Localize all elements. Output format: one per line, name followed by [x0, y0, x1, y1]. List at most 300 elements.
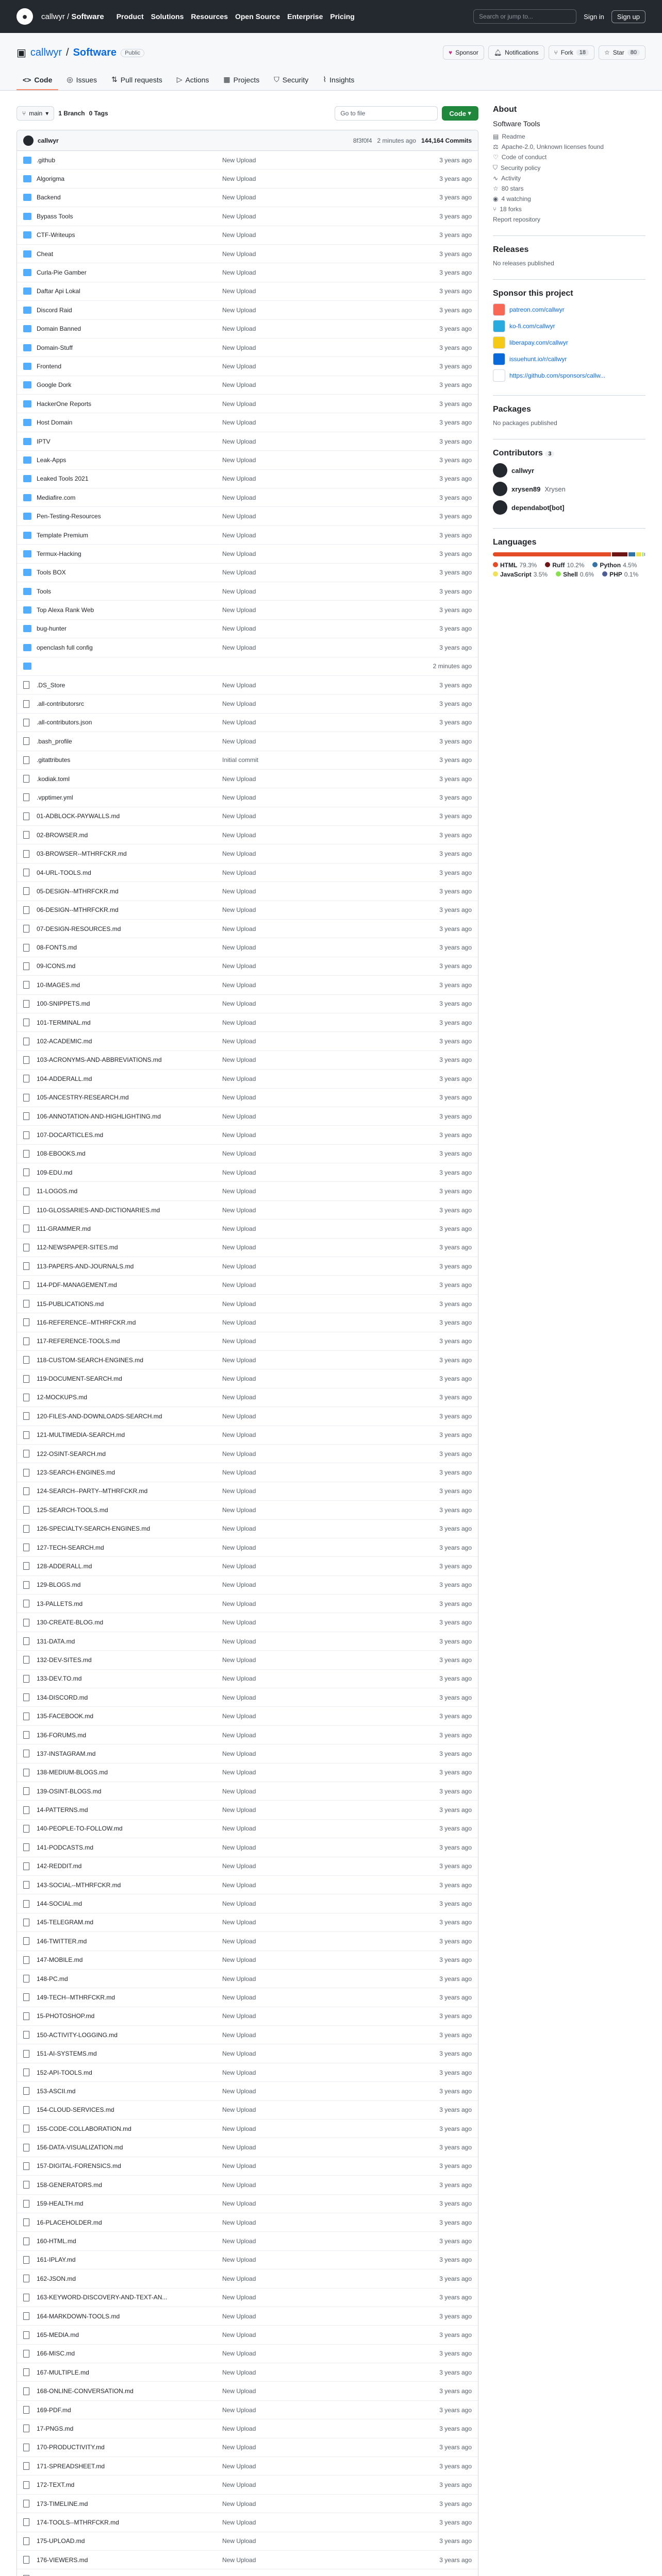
packages-title[interactable]: Packages — [493, 405, 531, 414]
commit-message-link[interactable]: New Upload — [222, 550, 256, 557]
table-row[interactable] — [17, 395, 478, 413]
file-name-link[interactable]: 154-CLOUD-SERVICES.md — [37, 2106, 114, 2114]
table-row[interactable] — [17, 2419, 478, 2438]
file-name-link[interactable]: 127-TECH-SEARCH.md — [37, 1544, 104, 1551]
table-row[interactable] — [17, 1239, 478, 1257]
table-row[interactable] — [17, 2044, 478, 2063]
file-name-link[interactable]: 140-PEOPLE-TO-FOLLOW.md — [37, 1825, 123, 1833]
branch-select[interactable] — [16, 106, 54, 121]
file-name-link[interactable]: 09-ICONS.md — [37, 962, 76, 970]
file-name-link[interactable]: 106-ANNOTATION-AND-HIGHLIGHTING.md — [37, 1112, 161, 1120]
table-row[interactable] — [17, 938, 478, 957]
commit-message-link[interactable]: New Upload — [222, 1281, 256, 1289]
language-item[interactable] — [602, 571, 638, 578]
table-row[interactable] — [17, 263, 478, 282]
file-name-link[interactable]: 137-INSTAGRAM.md — [37, 1750, 96, 1757]
file-name-link[interactable]: 126-SPECIALTY-SEARCH-ENGINES.md — [37, 1525, 151, 1533]
table-row[interactable] — [17, 301, 478, 319]
file-name-link[interactable]: 166-MISC.md — [37, 2350, 75, 2358]
table-row[interactable] — [17, 2569, 478, 2576]
table-row[interactable] — [17, 1313, 478, 1332]
commit-message-link[interactable]: New Upload — [222, 775, 256, 783]
fork-button[interactable] — [549, 45, 594, 60]
commit-message-link[interactable]: New Upload — [222, 2200, 256, 2208]
table-row[interactable] — [17, 151, 478, 170]
nav-resources[interactable]: Resources — [191, 12, 228, 21]
commit-message-link[interactable]: New Upload — [222, 1544, 256, 1551]
file-name-link[interactable]: 172-TEXT.md — [37, 2481, 75, 2489]
commit-message-link[interactable]: New Upload — [222, 1619, 256, 1626]
file-name-link[interactable]: 109-EDU.md — [37, 1168, 73, 1176]
repo-name-link[interactable]: Software — [73, 47, 117, 58]
file-name-link[interactable]: Mediafire.com — [37, 494, 76, 501]
table-row[interactable] — [17, 2438, 478, 2457]
file-name-link[interactable]: 141-PODCASTS.md — [37, 1843, 94, 1851]
table-row[interactable] — [17, 788, 478, 807]
contributor-item[interactable] — [493, 463, 646, 478]
commit-message-link[interactable]: New Upload — [222, 962, 256, 970]
file-name-link[interactable]: Algorigma — [37, 175, 65, 183]
commit-message-link[interactable]: New Upload — [222, 887, 256, 895]
nav-product[interactable]: Product — [116, 12, 144, 21]
commit-message-link[interactable]: New Upload — [222, 2256, 256, 2264]
file-name-link[interactable]: 10-IMAGES.md — [37, 981, 80, 989]
file-name-link[interactable]: 02-BROWSER.md — [37, 831, 88, 839]
file-name-link[interactable]: 134-DISCORD.md — [37, 1693, 88, 1701]
language-item[interactable] — [493, 571, 548, 578]
file-name-link[interactable]: 101-TERMINAL.md — [37, 1019, 91, 1026]
commit-message-link[interactable]: New Upload — [222, 269, 256, 277]
table-row[interactable] — [17, 1520, 478, 1538]
commit-message-link[interactable]: New Upload — [222, 2312, 256, 2320]
file-name-link[interactable]: Cheat — [37, 250, 54, 258]
file-name-link[interactable]: 105-ANCESTRY-RESEARCH.md — [37, 1094, 129, 1101]
table-row[interactable] — [17, 1257, 478, 1276]
file-name-link[interactable]: 147-MOBILE.md — [37, 1956, 83, 1964]
table-row[interactable] — [17, 1782, 478, 1801]
tab-projects[interactable] — [217, 70, 266, 90]
table-row[interactable] — [17, 657, 478, 676]
file-name-link[interactable]: .all-contributors.json — [37, 719, 92, 726]
table-row[interactable] — [17, 2307, 478, 2326]
file-name-link[interactable]: 130-CREATE-BLOG.md — [37, 1619, 104, 1626]
table-row[interactable] — [17, 2026, 478, 2044]
commit-message-link[interactable]: New Upload — [222, 606, 256, 614]
table-row[interactable] — [17, 1182, 478, 1200]
global-search-input[interactable]: Search or jump to... — [473, 9, 576, 24]
commit-message-link[interactable]: New Upload — [222, 1318, 256, 1326]
nav-enterprise[interactable]: Enterprise — [287, 12, 323, 21]
table-row[interactable] — [17, 2382, 478, 2400]
table-row[interactable] — [17, 1426, 478, 1445]
owner-link[interactable]: callwyr — [41, 12, 65, 21]
commit-message-link[interactable]: New Upload — [222, 812, 256, 820]
commit-count[interactable]: 144,164 Commits — [421, 137, 472, 144]
language-item[interactable] — [493, 562, 537, 569]
file-name-link[interactable]: 11-LOGOS.md — [37, 1188, 78, 1195]
tab-pull-requests[interactable] — [105, 70, 169, 90]
file-name-link[interactable]: 14-PATTERNS.md — [37, 1806, 88, 1814]
commit-message-link[interactable]: New Upload — [222, 1225, 256, 1232]
table-row[interactable] — [17, 957, 478, 976]
file-name-link[interactable]: 111-GRAMMER.md — [37, 1225, 91, 1232]
commit-message-link[interactable]: New Upload — [222, 156, 256, 164]
commit-message-link[interactable]: New Upload — [222, 494, 256, 501]
file-name-link[interactable]: 151-AI-SYSTEMS.md — [37, 2050, 97, 2058]
file-name-link[interactable]: Google Dork — [37, 381, 72, 389]
file-name-link[interactable]: 129-BLOGS.md — [37, 1581, 81, 1589]
table-row[interactable] — [17, 1107, 478, 1126]
commit-message-link[interactable]: New Upload — [222, 1919, 256, 1926]
table-row[interactable] — [17, 2007, 478, 2026]
table-row[interactable] — [17, 2082, 478, 2100]
commit-message-link[interactable]: New Upload — [222, 2500, 256, 2507]
file-name-link[interactable]: 04-URL-TOOLS.md — [37, 869, 91, 876]
file-name-link[interactable]: 112-NEWSPAPER-SITES.md — [37, 1244, 118, 1251]
table-row[interactable] — [17, 1276, 478, 1294]
file-name-link[interactable]: 138-MEDIUM-BLOGS.md — [37, 1769, 108, 1776]
commit-message-link[interactable]: New Upload — [222, 1506, 256, 1514]
file-name-link[interactable]: 144-SOCIAL.md — [37, 1900, 82, 1908]
table-row[interactable] — [17, 189, 478, 207]
commit-message-link[interactable]: New Upload — [222, 869, 256, 876]
table-row[interactable] — [17, 1651, 478, 1669]
table-row[interactable] — [17, 863, 478, 882]
table-row[interactable] — [17, 1876, 478, 1894]
sign-up-button[interactable]: Sign up — [611, 10, 646, 23]
file-name-link[interactable]: 07-DESIGN-RESOURCES.md — [37, 925, 121, 933]
table-row[interactable] — [17, 1801, 478, 1819]
file-name-link[interactable]: 116-REFERENCE--MTHRFCKR.md — [37, 1318, 136, 1326]
file-name-link[interactable]: 120-FILES-AND-DOWNLOADS-SEARCH.md — [37, 1412, 162, 1420]
table-row[interactable] — [17, 1670, 478, 1688]
commit-message-link[interactable]: New Upload — [222, 456, 256, 464]
file-name-link[interactable]: 114-PDF-MANAGEMENT.md — [37, 1281, 117, 1289]
nav-open-source[interactable]: Open Source — [235, 12, 280, 21]
commit-message-link[interactable]: New Upload — [222, 1600, 256, 1607]
file-name-link[interactable]: Backend — [37, 194, 61, 201]
commit-message-link[interactable]: New Upload — [222, 981, 256, 989]
commit-message-link[interactable]: New Upload — [222, 1112, 256, 1120]
commit-message-link[interactable]: New Upload — [222, 569, 256, 577]
commit-message-link[interactable]: New Upload — [222, 1975, 256, 1982]
commit-message-link[interactable]: New Upload — [222, 2050, 256, 2058]
table-row[interactable] — [17, 2476, 478, 2494]
tab-issues[interactable] — [60, 70, 103, 90]
file-name-link[interactable]: 164-MARKDOWN-TOOLS.md — [37, 2312, 120, 2320]
file-name-link[interactable]: 08-FONTS.md — [37, 944, 77, 952]
table-row[interactable] — [17, 545, 478, 563]
table-row[interactable] — [17, 226, 478, 245]
table-row[interactable] — [17, 1951, 478, 1970]
tags-link[interactable]: 0 Tags — [89, 110, 108, 117]
commit-message-link[interactable]: New Upload — [222, 1750, 256, 1757]
table-row[interactable] — [17, 2532, 478, 2551]
language-item[interactable] — [556, 571, 594, 578]
commit-message-link[interactable]: New Upload — [222, 906, 256, 914]
file-name-link[interactable]: 117-REFERENCE-TOOLS.md — [37, 1337, 120, 1345]
go-to-file-input[interactable]: Go to file — [335, 106, 438, 121]
commit-message-link[interactable]: New Upload — [222, 2556, 256, 2564]
commit-message-link[interactable]: New Upload — [222, 475, 256, 483]
table-row[interactable] — [17, 1032, 478, 1050]
file-name-link[interactable]: 149-TECH--MTHRFCKR.md — [37, 1993, 115, 2001]
github-logo-icon[interactable]: ● — [16, 8, 33, 25]
file-name-link[interactable]: 143-SOCIAL--MTHRFCKR.md — [37, 1881, 121, 1889]
table-row[interactable] — [17, 1219, 478, 1238]
table-row[interactable] — [17, 1632, 478, 1651]
commit-message-link[interactable]: New Upload — [222, 1206, 256, 1214]
table-row[interactable] — [17, 1744, 478, 1763]
commit-message-link[interactable]: New Upload — [222, 793, 256, 801]
commit-message-link[interactable]: New Upload — [222, 1769, 256, 1776]
file-name-link[interactable]: 17-PNGS.md — [37, 2425, 74, 2432]
commit-message-link[interactable]: New Upload — [222, 1431, 256, 1439]
table-row[interactable] — [17, 1145, 478, 1163]
commit-message-link[interactable]: New Upload — [222, 2069, 256, 2076]
file-name-link[interactable]: 03-BROWSER--MTHRFCKR.md — [37, 850, 127, 858]
commit-message-link[interactable]: New Upload — [222, 700, 256, 708]
commit-message-link[interactable]: New Upload — [222, 1862, 256, 1870]
code-of-conduct-link[interactable] — [493, 154, 646, 161]
releases-title[interactable]: Releases — [493, 245, 529, 254]
commit-message-link[interactable]: New Upload — [222, 2144, 256, 2151]
table-row[interactable] — [17, 2138, 478, 2157]
file-name-link[interactable]: 118-CUSTOM-SEARCH-ENGINES.md — [37, 1356, 143, 1364]
file-name-link[interactable]: Leaked Tools 2021 — [37, 475, 89, 483]
table-row[interactable] — [17, 470, 478, 488]
commit-message-link[interactable]: New Upload — [222, 531, 256, 539]
file-name-link[interactable]: 155-CODE-COLLABORATION.md — [37, 2125, 131, 2132]
commit-message-link[interactable]: New Upload — [222, 2181, 256, 2189]
commit-message-link[interactable]: New Upload — [222, 2350, 256, 2358]
commit-message-link[interactable]: New Upload — [222, 2462, 256, 2470]
commit-message-link[interactable]: New Upload — [222, 2106, 256, 2114]
commit-message-link[interactable]: New Upload — [222, 2331, 256, 2338]
table-row[interactable] — [17, 245, 478, 263]
commit-message-link[interactable]: New Upload — [222, 2481, 256, 2489]
commit-message-link[interactable]: New Upload — [222, 1525, 256, 1533]
table-row[interactable] — [17, 1764, 478, 1782]
table-row[interactable] — [17, 2495, 478, 2513]
table-row[interactable] — [17, 826, 478, 844]
table-row[interactable] — [17, 2063, 478, 2082]
table-row[interactable] — [17, 2251, 478, 2269]
table-row[interactable] — [17, 2289, 478, 2307]
table-row[interactable] — [17, 1988, 478, 2007]
commit-message-link[interactable]: New Upload — [222, 1693, 256, 1701]
tab-insights[interactable] — [317, 70, 360, 90]
commit-message-link[interactable]: New Upload — [222, 831, 256, 839]
commit-message-link[interactable]: New Upload — [222, 344, 256, 351]
table-row[interactable] — [17, 1163, 478, 1182]
sponsor-link[interactable] — [493, 369, 646, 382]
sponsor-link[interactable] — [493, 320, 646, 332]
table-row[interactable] — [17, 2269, 478, 2288]
table-row[interactable] — [17, 1051, 478, 1070]
file-name-link[interactable]: 12-MOCKUPS.md — [37, 1394, 88, 1401]
commit-message-link[interactable]: New Upload — [222, 325, 256, 333]
table-row[interactable] — [17, 1482, 478, 1501]
file-name-link[interactable]: 162-JSON.md — [37, 2275, 76, 2282]
table-row[interactable] — [17, 676, 478, 694]
activity-link[interactable] — [493, 175, 646, 182]
table-row[interactable] — [17, 207, 478, 226]
table-row[interactable] — [17, 1894, 478, 1913]
stars-link[interactable] — [493, 185, 646, 192]
file-name-link[interactable]: Top Alexa Rank Web — [37, 606, 94, 614]
file-name-link[interactable]: 110-GLOSSARIES-AND-DICTIONARIES.md — [37, 1206, 160, 1214]
file-name-link[interactable]: bug-hunter — [37, 625, 67, 633]
table-row[interactable] — [17, 1201, 478, 1219]
file-name-link[interactable]: 122-OSINT-SEARCH.md — [37, 1450, 106, 1458]
commit-message-link[interactable]: New Upload — [222, 1337, 256, 1345]
commit-message-link[interactable]: New Upload — [222, 1412, 256, 1420]
file-name-link[interactable]: IPTV — [37, 437, 51, 445]
file-name-link[interactable]: Tools BOX — [37, 569, 66, 577]
file-name-link[interactable]: 132-DEV-SITES.md — [37, 1656, 92, 1664]
commit-hash[interactable]: 8f3f0f4 — [353, 137, 372, 144]
commit-message-link[interactable]: New Upload — [222, 287, 256, 295]
table-row[interactable] — [17, 1388, 478, 1407]
file-name-link[interactable]: 174-TOOLS--MTHRFCKR.md — [37, 2518, 119, 2526]
table-row[interactable] — [17, 1295, 478, 1313]
file-name-link[interactable]: 113-PAPERS-AND-JOURNALS.md — [37, 1262, 134, 1270]
commit-message-link[interactable]: New Upload — [222, 625, 256, 633]
table-row[interactable] — [17, 1501, 478, 1519]
table-row[interactable] — [17, 2176, 478, 2194]
commit-author[interactable]: callwyr — [38, 137, 59, 144]
file-name-link[interactable]: Termux-Hacking — [37, 550, 81, 557]
table-row[interactable] — [17, 2213, 478, 2232]
file-name-link[interactable]: Curla-Pie Gamber — [37, 269, 87, 277]
file-name-link[interactable]: 103-ACRONYMS-AND-ABBREVIATIONS.md — [37, 1056, 162, 1064]
table-row[interactable] — [17, 1970, 478, 1988]
file-name-link[interactable]: 119-DOCUMENT-SEARCH.md — [37, 1375, 122, 1383]
table-row[interactable] — [17, 564, 478, 582]
commit-message-link[interactable]: New Upload — [222, 2387, 256, 2395]
file-name-link[interactable]: Host Domain — [37, 419, 73, 427]
file-name-link[interactable]: 133-DEV.TO.md — [37, 1675, 82, 1683]
file-name-link[interactable]: 102-ACADEMIC.md — [37, 1038, 92, 1045]
commit-message-link[interactable]: New Upload — [222, 2162, 256, 2170]
file-name-link[interactable]: 01-ADBLOCK-PAYWALLS.md — [37, 812, 120, 820]
table-row[interactable] — [17, 451, 478, 469]
table-row[interactable] — [17, 488, 478, 507]
table-row[interactable] — [17, 2513, 478, 2532]
commit-message-link[interactable]: New Upload — [222, 587, 256, 595]
file-name-link[interactable]: 175-UPLOAD.md — [37, 2537, 85, 2545]
commit-message-link[interactable]: New Upload — [222, 643, 256, 651]
commit-message-link[interactable]: New Upload — [222, 2425, 256, 2432]
file-name-link[interactable]: 05-DESIGN--MTHRFCKR.md — [37, 887, 119, 895]
language-item[interactable] — [592, 562, 637, 569]
commit-message-link[interactable]: New Upload — [222, 362, 256, 370]
commit-message-link[interactable]: New Upload — [222, 1956, 256, 1964]
table-row[interactable] — [17, 807, 478, 826]
commit-message-link[interactable]: New Upload — [222, 737, 256, 745]
table-row[interactable] — [17, 882, 478, 901]
commit-message-link[interactable]: New Upload — [222, 1487, 256, 1495]
table-row[interactable] — [17, 1613, 478, 1632]
table-row[interactable] — [17, 1557, 478, 1575]
commit-message-link[interactable]: New Upload — [222, 1937, 256, 1945]
file-name-link[interactable]: .kodiak.toml — [37, 775, 70, 783]
code-dropdown-button[interactable]: Code ▾ — [442, 106, 478, 121]
table-row[interactable] — [17, 1445, 478, 1463]
commit-message-link[interactable]: New Upload — [222, 850, 256, 858]
commit-message-link[interactable]: New Upload — [222, 1787, 256, 1795]
file-name-link[interactable]: Bypass Tools — [37, 212, 73, 220]
table-row[interactable] — [17, 638, 478, 657]
table-row[interactable] — [17, 1538, 478, 1557]
table-row[interactable] — [17, 2120, 478, 2138]
file-name-link[interactable]: 139-OSINT-BLOGS.md — [37, 1787, 102, 1795]
branches-link[interactable]: 1 Branch — [58, 110, 85, 117]
table-row[interactable] — [17, 1932, 478, 1951]
commit-message-link[interactable]: New Upload — [222, 1244, 256, 1251]
commit-message-link[interactable]: New Upload — [222, 1450, 256, 1458]
table-row[interactable] — [17, 1838, 478, 1857]
nav-pricing[interactable]: Pricing — [330, 12, 355, 21]
commit-message-link[interactable]: New Upload — [222, 1469, 256, 1477]
table-row[interactable] — [17, 1351, 478, 1369]
star-button[interactable] — [599, 45, 646, 60]
file-name-link[interactable]: 16-PLACEHOLDER.md — [37, 2218, 102, 2226]
file-name-link[interactable]: 163-KEYWORD-DISCOVERY-AND-TEXT-AN... — [37, 2294, 168, 2301]
table-row[interactable] — [17, 2101, 478, 2120]
table-row[interactable] — [17, 2232, 478, 2250]
commit-message-link[interactable]: New Upload — [222, 2275, 256, 2282]
commit-message-link[interactable]: New Upload — [222, 2406, 256, 2414]
file-name-link[interactable]: CTF-Writeups — [37, 231, 75, 239]
table-row[interactable] — [17, 1126, 478, 1144]
file-name-link[interactable]: 169-PDF.md — [37, 2406, 71, 2414]
table-row[interactable] — [17, 376, 478, 395]
commit-message-link[interactable]: New Upload — [222, 1000, 256, 1008]
table-row[interactable] — [17, 751, 478, 770]
table-row[interactable] — [17, 1913, 478, 1932]
commit-message-link[interactable]: New Upload — [222, 1375, 256, 1383]
file-name-link[interactable]: Tools — [37, 587, 52, 595]
file-name-link[interactable]: 06-DESIGN--MTHRFCKR.md — [37, 906, 119, 914]
commit-message-link[interactable]: New Upload — [222, 1394, 256, 1401]
contributor-item[interactable] — [493, 482, 646, 496]
table-row[interactable] — [17, 338, 478, 357]
commit-message-link[interactable]: New Upload — [222, 1713, 256, 1720]
file-name-link[interactable]: 153-ASCII.md — [37, 2087, 76, 2095]
file-name-link[interactable]: 136-FORUMS.md — [37, 1731, 87, 1739]
file-name-link[interactable]: Leak-Apps — [37, 456, 67, 464]
sponsor-link[interactable] — [493, 303, 646, 316]
file-name-link[interactable]: .all-contributorsrc — [37, 700, 85, 708]
file-name-link[interactable]: 121-MULTIMEDIA-SEARCH.md — [37, 1431, 125, 1439]
commit-message-link[interactable]: New Upload — [222, 1131, 256, 1139]
commit-message-link[interactable]: New Upload — [222, 1094, 256, 1101]
contributors-title[interactable] — [493, 449, 646, 458]
commit-message-link[interactable]: New Upload — [222, 2368, 256, 2376]
avatar[interactable] — [23, 135, 34, 146]
security-policy-link[interactable] — [493, 164, 646, 172]
file-name-link[interactable]: 104-ADDERALL.md — [37, 1075, 92, 1082]
table-row[interactable] — [17, 507, 478, 526]
table-row[interactable] — [17, 1857, 478, 1876]
commit-message-link[interactable]: New Upload — [222, 1731, 256, 1739]
table-row[interactable] — [17, 770, 478, 788]
commit-message-link[interactable]: New Upload — [222, 2537, 256, 2545]
commit-message-link[interactable]: New Upload — [222, 2218, 256, 2226]
file-name-link[interactable]: Daftar Api Lokal — [37, 287, 80, 295]
